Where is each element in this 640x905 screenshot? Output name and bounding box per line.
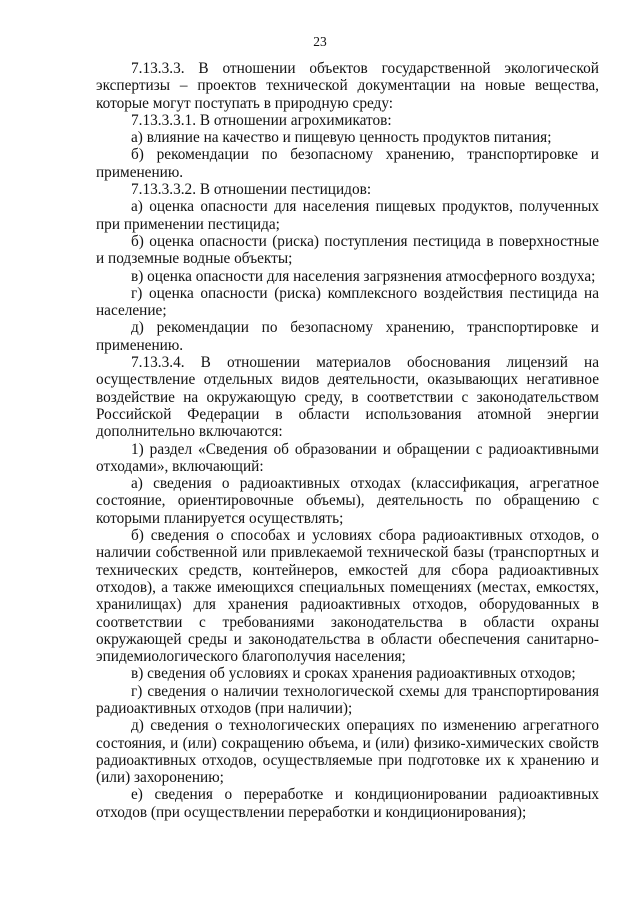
paragraph-7-13-3-3-2: 7.13.3.3.2. В отношении пестицидов: bbox=[131, 181, 372, 199]
list-item-g-transport-scheme: г) сведения о наличии технологической схемы для транспортирования радиоактивных отходов (при наличии); bbox=[96, 682, 599, 717]
list-item-v-storage-conditions: в) сведения об условиях и сроках хранения радиоактивных отходов; bbox=[131, 665, 576, 683]
paragraph-7-13-3-3: 7.13.3.3. В отношении объектов государственной экологической экспертизы – проектов технической документации на новые вещества, которые могут поступать в природную среду: bbox=[96, 60, 599, 112]
document-body bbox=[96, 60, 599, 821]
list-item-d-storage-recommendations: д) рекомендации по безопасному хранению, транспортировке и применению. bbox=[96, 319, 599, 354]
list-item-b-storage-recommendations: б) рекомендации по безопасному хранению, транспортировке и применению. bbox=[96, 146, 599, 181]
list-item-a-food-risk: а) оценка опасности для населения пищевых продуктов, полученных при применении пестицида; bbox=[96, 198, 599, 233]
paragraph-7-13-3-3-1: 7.13.3.3.1. В отношении агрохимикатов: bbox=[131, 111, 392, 129]
list-item-d-technological-operations: д) сведения о технологических операциях по изменению агрегатного состояния, и (или) сокращению объема, и (или) физико-химических свойств радиоактивных отходов, осуществляемые при подготовке их к хранению и (или) захоронению; bbox=[96, 717, 599, 787]
list-item-e-processing: е) сведения о переработке и кондиционировании радиоактивных отходов (при осуществлении переработки и кондиционирования); bbox=[96, 786, 599, 821]
list-item-a-waste-info: а) сведения о радиоактивных отходах (классификация, агрегатное состояние, ориентировочные объемы), деятельность по обращению с которыми планируется осуществлять; bbox=[96, 475, 599, 527]
list-item-1-radioactive-section: 1) раздел «Сведения об образовании и обращении с радиоактивными отходами», включающий: bbox=[96, 440, 599, 475]
page-number: 23 bbox=[313, 34, 327, 49]
list-item-g-complex-risk: г) оценка опасности (риска) комплексного воздействия пестицида на население; bbox=[96, 284, 599, 320]
list-item-b-water-risk: б) оценка опасности (риска) поступления пестицида в поверхностные и подземные водные объекты; bbox=[96, 232, 599, 268]
list-item-v-air-risk: в) оценка опасности для населения загрязнения атмосферного воздуха; bbox=[131, 267, 596, 285]
list-item-a-nutrition: а) влияние на качество и пищевую ценность продуктов питания; bbox=[131, 129, 552, 147]
paragraph-7-13-3-4: 7.13.3.4. В отношении материалов обоснования лицензий на осуществление отдельных видов деятельности, оказывающих негативное воздействие на окружающую среду, в соответствии с законодательством Российской Федерации в области использования атомной энергии дополнительно включаются: bbox=[96, 354, 599, 441]
list-item-b-collection-methods: б) сведения о способах и условиях сбора радиоактивных отходов, о наличии собственной или привлекаемой технической базы (транспортных и технических средств, контейнеров, емкостей для сбора радиоактивных отходов), а также имеющихся специальных помещениях (местах, емкостях, хранилищах) для хранения радиоактивных отходов, оборудованных в соответствии с требованиями законодательства в области охраны окружающей среды и законодательства в области обеспечения санитарно-эпидемиологического благополучия населения; bbox=[96, 527, 599, 666]
